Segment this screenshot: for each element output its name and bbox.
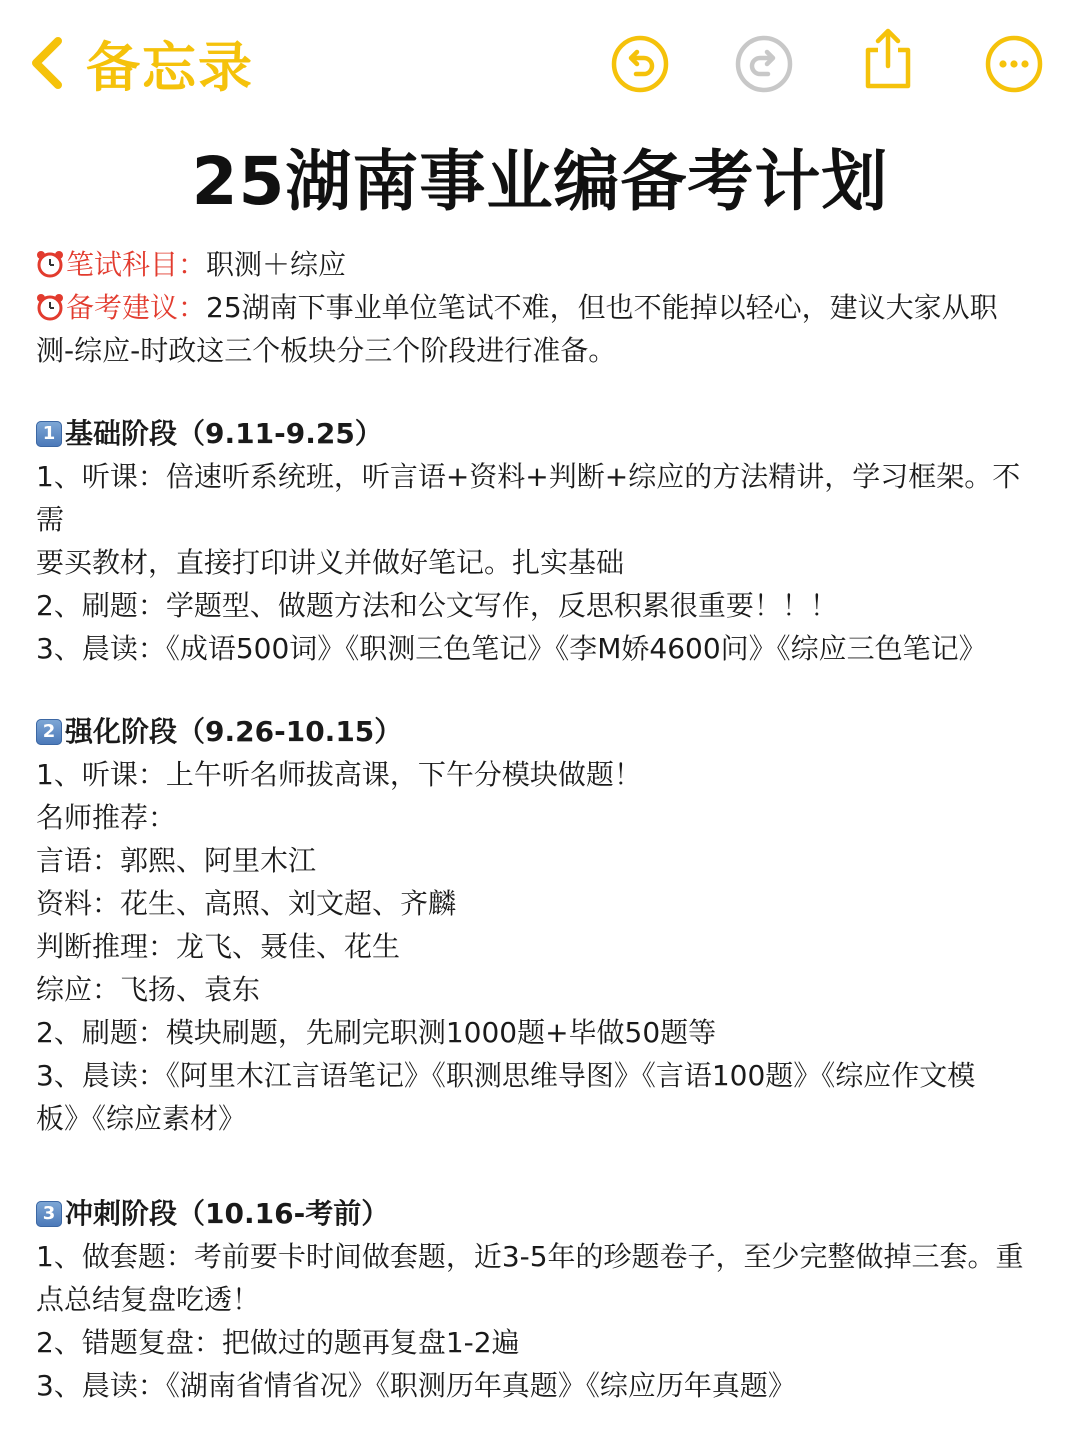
intro-line bbox=[36, 243, 1046, 286]
alarm-clock-icon bbox=[36, 250, 64, 278]
list-item: 2、错题复盘：把做过的题再复盘1-2遍 bbox=[36, 1326, 520, 1359]
list-item: 言语：郭熙、阿里木江 bbox=[36, 844, 317, 877]
more-button[interactable] bbox=[984, 34, 1044, 94]
stage-range: （9.26-10.15） bbox=[177, 715, 403, 748]
list-item: 2、刷题：模块刷题，先刷完职测1000题+毕做50题等 bbox=[36, 1016, 717, 1049]
alarm-clock-icon bbox=[36, 293, 64, 321]
keycap-3-icon: 3 bbox=[36, 1201, 62, 1227]
list-item: 1、听课：上午听名师拔高课，下午分模块做题！ bbox=[36, 758, 642, 791]
stage-name: 基础阶段 bbox=[65, 417, 178, 450]
undo-button[interactable] bbox=[610, 34, 670, 94]
intro-text: 职测＋综应 bbox=[206, 248, 347, 281]
list-item: 名师推荐： bbox=[36, 801, 177, 834]
list-item: 综应：飞扬、袁东 bbox=[36, 973, 261, 1006]
redo-icon bbox=[734, 34, 794, 94]
list-item: 2、刷题：学题型、做题方法和公文写作，反思积累很重要！！！ bbox=[36, 589, 838, 622]
intro-text: 25湖南下事业单位笔试不难，但也不能掉以轻心，建议大家从职 bbox=[206, 291, 998, 324]
share-icon bbox=[858, 26, 918, 92]
list-item: 3、晨读：《湖南省情省况》《职测历年真题》《综应历年真题》 bbox=[36, 1369, 796, 1402]
stage-range: （9.11-9.25） bbox=[177, 417, 383, 450]
back-button[interactable] bbox=[28, 28, 254, 98]
stage-heading-intensive bbox=[36, 710, 1046, 753]
stage-heading-sprint bbox=[36, 1192, 1046, 1235]
list-item: 要买教材，直接打印讲义并做好笔记。扎实基础 bbox=[36, 546, 625, 579]
share-button[interactable] bbox=[858, 26, 918, 92]
chevron-left-icon bbox=[28, 35, 64, 91]
list-item: 1、做套题：考前要卡时间做套题，近3-5年的珍题卷子，至少完整做掉三套。重 bbox=[36, 1240, 1024, 1273]
back-label: 备忘录 bbox=[86, 35, 254, 99]
redo-button[interactable] bbox=[734, 34, 794, 94]
top-nav-bar bbox=[0, 0, 1080, 130]
stage-name: 冲刺阶段 bbox=[65, 1197, 178, 1230]
undo-icon bbox=[610, 34, 670, 94]
stage-range: （10.16-考前） bbox=[177, 1197, 390, 1230]
intro-line bbox=[36, 286, 1046, 329]
intro-line: 测-综应-时政这三个板块分三个阶段进行准备。 bbox=[36, 334, 617, 367]
list-item: 板》《综应素材》 bbox=[36, 1102, 247, 1135]
intro-label: 笔试科目： bbox=[66, 248, 207, 281]
stage-name: 强化阶段 bbox=[65, 715, 178, 748]
list-item: 资料：花生、高照、刘文超、齐麟 bbox=[36, 887, 457, 920]
list-item: 判断推理：龙飞、聂佳、花生 bbox=[36, 930, 401, 963]
note-body[interactable] bbox=[36, 243, 1046, 1407]
keycap-2-icon: 2 bbox=[36, 719, 62, 745]
more-icon bbox=[984, 34, 1044, 94]
intro-label: 备考建议： bbox=[66, 291, 207, 324]
list-item: 1、听课：倍速听系统班，听言语+资料+判断+综应的方法精讲，学习框架。不需 bbox=[36, 460, 1021, 536]
note-title: 25湖南事业编备考计划 bbox=[191, 143, 889, 220]
list-item: 3、晨读：《成语500词》《职测三色笔记》《李M娇4600问》《综应三色笔记》 bbox=[36, 632, 987, 665]
keycap-1-icon: 1 bbox=[36, 421, 62, 447]
stage-heading-basic bbox=[36, 412, 1046, 455]
list-item: 点总结复盘吃透！ bbox=[36, 1283, 261, 1316]
list-item: 3、晨读：《阿里木江言语笔记》《职测思维导图》《言语100题》《综应作文模 bbox=[36, 1059, 976, 1092]
